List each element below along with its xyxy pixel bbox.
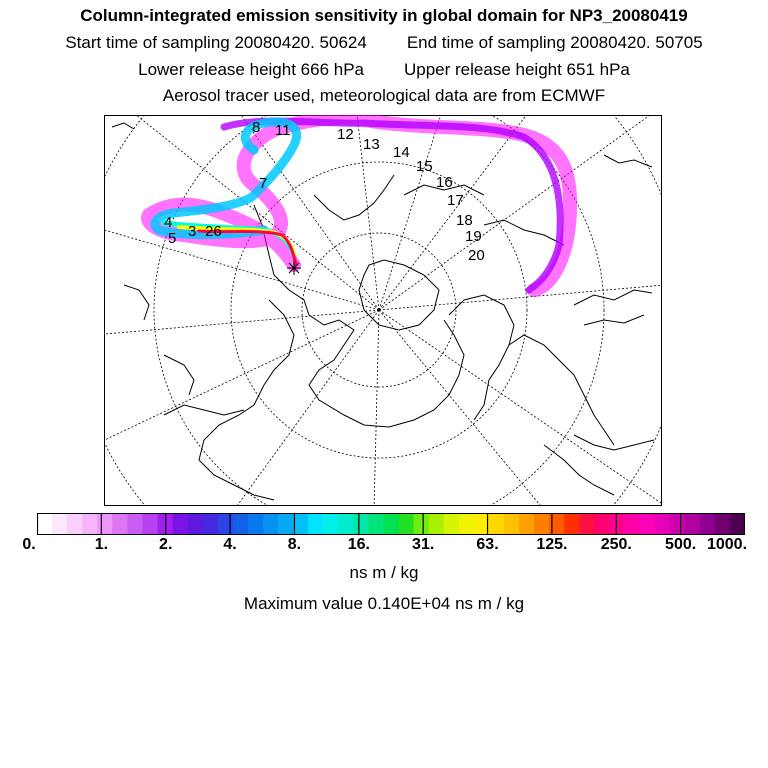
colorbar-swatch xyxy=(142,513,158,535)
max-value-label: Maximum value 0.140E+04 ns m / kg xyxy=(243,594,525,613)
time-marker: 3 xyxy=(188,223,197,240)
time-marker: 13 xyxy=(363,136,380,153)
start-time-label: Start time of sampling 20080420. 50624 xyxy=(65,33,367,52)
colorbar-swatch xyxy=(414,513,430,535)
colorbar-swatch xyxy=(579,513,595,535)
colorbar-swatch xyxy=(444,513,460,535)
time-marker: 12 xyxy=(337,126,354,143)
colorbar-swatch xyxy=(293,513,309,535)
colorbar-swatch xyxy=(700,513,716,535)
colorbar-tick-label: 63. xyxy=(476,536,499,553)
time-marker: 16 xyxy=(436,174,453,191)
colorbar xyxy=(37,513,745,535)
colorbar-swatch xyxy=(37,513,53,535)
colorbar-swatch xyxy=(730,513,745,535)
colorbar-swatch xyxy=(97,513,113,535)
colorbar-tick-label: 1000. xyxy=(706,536,748,553)
colorbar-swatch xyxy=(218,513,234,535)
colorbar-swatch xyxy=(67,513,83,535)
units-label: ns m / kg xyxy=(349,563,419,582)
colorbar-swatch xyxy=(429,513,445,535)
time-marker: 7 xyxy=(259,175,268,192)
polar-map xyxy=(104,115,662,506)
colorbar-swatch xyxy=(399,513,415,535)
colorbar-swatch xyxy=(715,513,731,535)
lower-release-label: Lower release height 666 hPa xyxy=(138,60,364,79)
colorbar-swatch xyxy=(534,513,550,535)
colorbar-swatch xyxy=(112,513,128,535)
release-heights xyxy=(0,60,768,80)
colorbar-tick-label: 500. xyxy=(665,536,697,553)
time-marker: 19 xyxy=(465,228,482,245)
end-time-label: End time of sampling 20080420. 50705 xyxy=(406,33,703,52)
colorbar-tick-label: 0. xyxy=(22,536,36,553)
colorbar-swatch xyxy=(655,513,671,535)
colorbar-swatch xyxy=(368,513,384,535)
colorbar-tick-label: 125. xyxy=(536,536,568,553)
colorbar-swatch xyxy=(173,513,189,535)
colorbar-swatch xyxy=(624,513,640,535)
colorbar-swatch xyxy=(609,513,625,535)
colorbar-swatch xyxy=(263,513,279,535)
colorbar-swatch xyxy=(188,513,204,535)
colorbar-swatch xyxy=(670,513,686,535)
time-marker: 26 xyxy=(205,223,222,240)
colorbar-swatch xyxy=(459,513,475,535)
page-title: Column-integrated emission sensitivity in global domain for NP3_20080419 xyxy=(80,6,688,25)
colorbar-tick-label: 2. xyxy=(159,536,173,553)
release-site-marker xyxy=(287,261,301,275)
colorbar-swatch xyxy=(685,513,701,535)
colorbar-swatch xyxy=(489,513,505,535)
colorbar-swatch xyxy=(52,513,68,535)
tracer-info: Aerosol tracer used, meteorological data are from ECMWF xyxy=(162,86,606,105)
colorbar-swatch xyxy=(308,513,324,535)
upper-release-label: Upper release height 651 hPa xyxy=(404,60,630,79)
colorbar-swatch xyxy=(323,513,339,535)
colorbar-labels xyxy=(0,536,768,560)
colorbar-swatch xyxy=(504,513,520,535)
time-marker: 8 xyxy=(252,119,261,136)
colorbar-swatch xyxy=(203,513,219,535)
time-marker: 15 xyxy=(416,158,433,175)
colorbar-swatch xyxy=(353,513,369,535)
time-marker: 17 xyxy=(447,192,464,209)
colorbar-tick-label: 16. xyxy=(347,536,370,553)
sampling-times xyxy=(0,33,768,53)
colorbar-swatch xyxy=(127,513,143,535)
colorbar-swatch xyxy=(519,513,535,535)
colorbar-swatch xyxy=(383,513,399,535)
colorbar-swatch xyxy=(640,513,656,535)
colorbar-swatch xyxy=(338,513,354,535)
time-marker: 11 xyxy=(275,122,291,139)
colorbar-tick-label: 1. xyxy=(94,536,109,553)
time-marker: 5 xyxy=(168,230,177,247)
colorbar-swatch xyxy=(233,513,249,535)
time-marker: 14 xyxy=(393,144,410,161)
colorbar-swatch xyxy=(248,513,264,535)
colorbar-swatch xyxy=(564,513,580,535)
time-marker: 18 xyxy=(456,212,473,229)
colorbar-tick-label: 250. xyxy=(600,536,632,553)
time-marker: 4 xyxy=(164,214,173,231)
map-frame xyxy=(105,116,662,506)
colorbar-swatch xyxy=(594,513,610,535)
colorbar-tick-label: 4. xyxy=(223,536,237,553)
colorbar-tick-label: 31. xyxy=(412,536,435,553)
colorbar-tick-label: 8. xyxy=(287,536,302,553)
colorbar-swatch xyxy=(278,513,294,535)
time-marker: 20 xyxy=(468,247,485,264)
colorbar-swatch xyxy=(82,513,98,535)
